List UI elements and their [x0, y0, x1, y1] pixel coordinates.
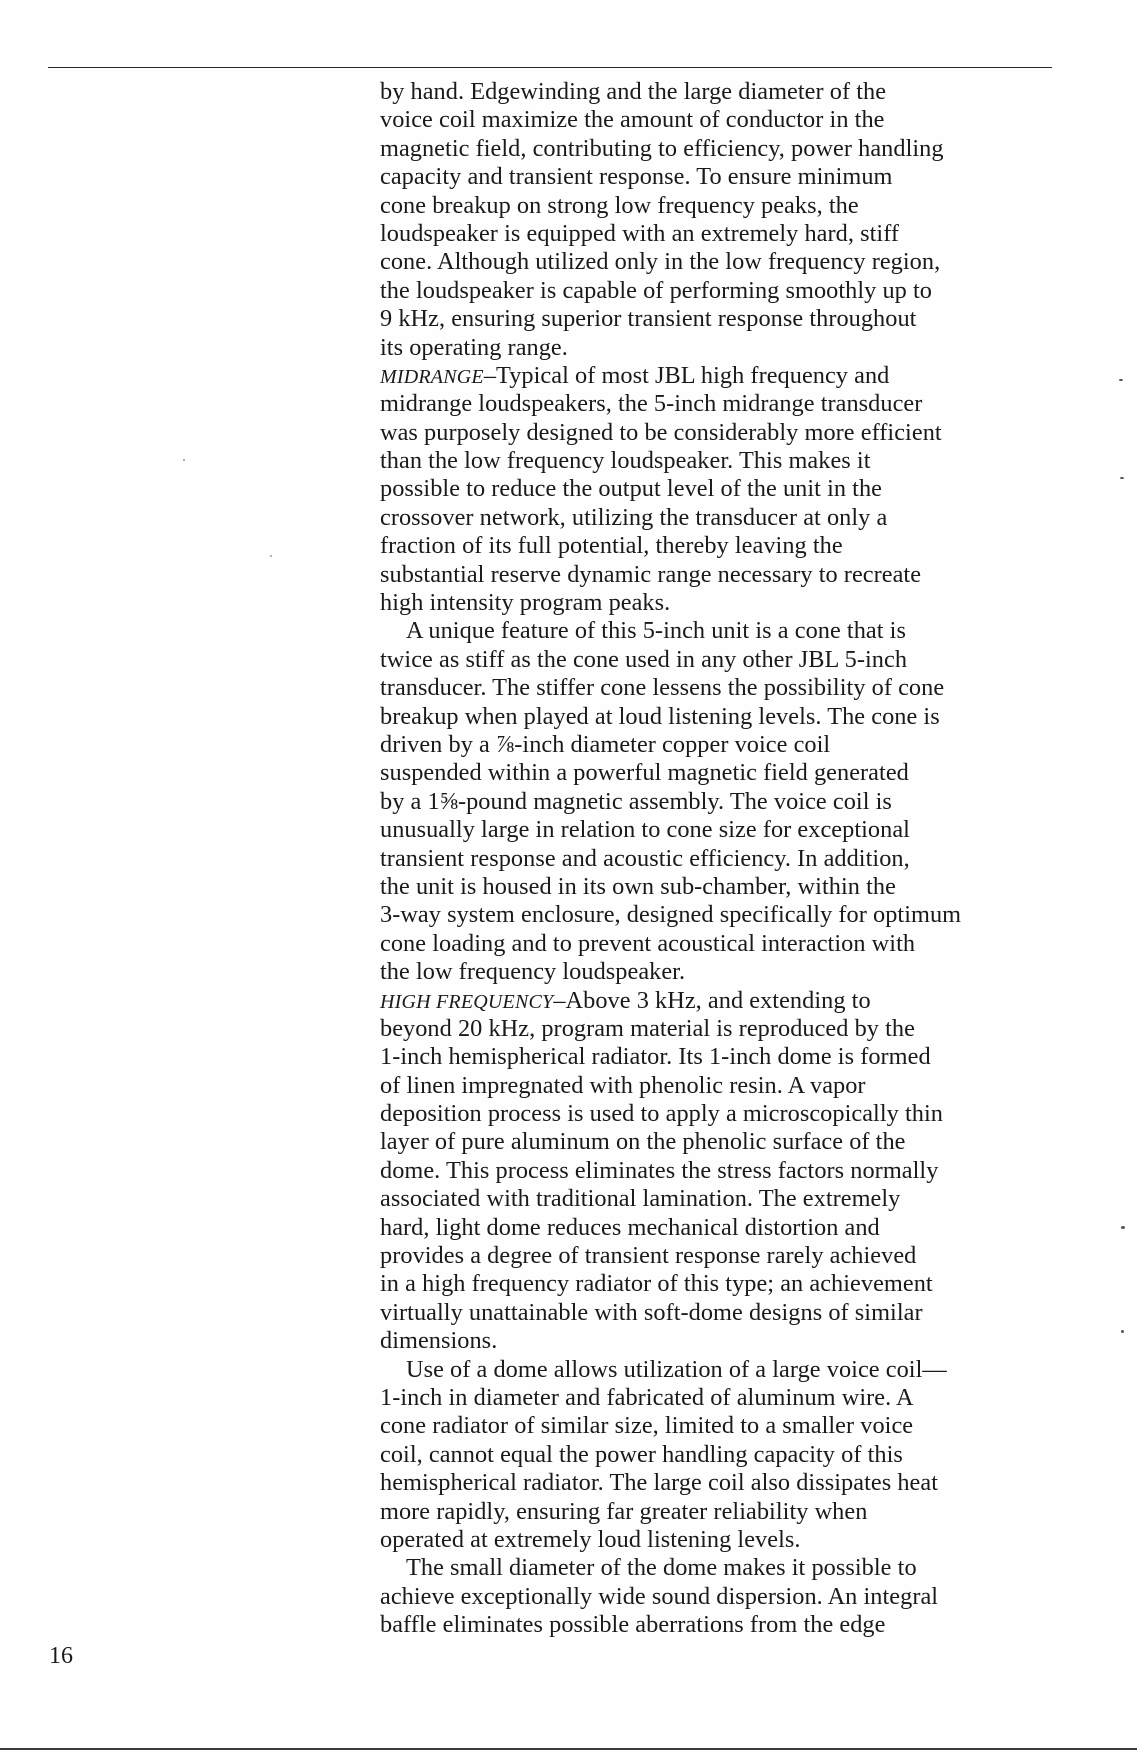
text-line	[380, 646, 1070, 674]
line-text: cone radiator of similar size, limited to a smaller voice	[380, 1412, 914, 1440]
text-line	[380, 930, 1070, 958]
text-line	[380, 617, 1070, 645]
text-line	[380, 220, 1070, 248]
line-text: transducer. The stiffer cone lessens the possibility of cone	[380, 674, 945, 702]
line-text: the loudspeaker is capable of performing smoothly up to	[380, 276, 932, 304]
line-text: 1-inch in diameter and fabricated of aluminum wire. A	[380, 1383, 914, 1411]
text-line	[380, 958, 1070, 986]
text-line	[380, 362, 1070, 390]
scan-speck	[1120, 477, 1124, 479]
line-text: cone loading and to prevent acoustical interaction with	[380, 929, 916, 957]
text-line	[380, 390, 1070, 418]
run-in-heading: HIGH FREQUENCY	[380, 990, 554, 1013]
text-line	[380, 561, 1070, 589]
scan-speck	[1121, 1226, 1125, 1229]
text-line	[380, 1356, 1070, 1384]
line-text: the unit is housed in its own sub-chamber, within the	[380, 872, 896, 900]
line-text: cone breakup on strong low frequency peaks, the	[380, 191, 859, 219]
line-text: virtually unattainable with soft-dome designs of similar	[380, 1298, 923, 1326]
line-text: more rapidly, ensuring far greater reliability when	[380, 1497, 868, 1525]
top-rule	[48, 67, 1052, 68]
text-line	[380, 1299, 1070, 1327]
line-text: associated with traditional lamination. The extremely	[380, 1185, 901, 1213]
text-line	[380, 1526, 1070, 1554]
line-text: of linen impregnated with phenolic resin. A vapor	[380, 1071, 866, 1099]
scan-speck	[1121, 1330, 1124, 1333]
text-line	[380, 419, 1070, 447]
line-text: hemispherical radiator. The large coil also dissipates heat	[380, 1469, 939, 1497]
line-text: voice coil maximize the amount of conductor in the	[380, 106, 885, 134]
scan-speck	[183, 459, 185, 461]
line-text: fraction of its full potential, thereby leaving the	[380, 532, 843, 560]
text-line	[380, 192, 1070, 220]
text-line	[380, 1100, 1070, 1128]
text-line	[380, 901, 1070, 929]
scan-speck	[270, 555, 272, 557]
text-line	[380, 1072, 1070, 1100]
line-text: than the low frequency loudspeaker. This makes it	[380, 447, 871, 475]
line-text: was purposely designed to be considerably more efficient	[380, 418, 942, 446]
text-line	[380, 135, 1070, 163]
line-text: deposition process is used to apply a microscopically thin	[380, 1100, 943, 1128]
line-text: coil, cannot equal the power handling capacity of this	[380, 1440, 903, 1468]
line-text: driven by a ⅞-inch diameter copper voice coil	[380, 730, 831, 758]
line-text: 9 kHz, ensuring superior transient response throughout	[380, 305, 917, 333]
line-text: cone. Although utilized only in the low frequency region,	[380, 248, 941, 276]
text-line	[380, 1214, 1070, 1242]
line-text: beyond 20 kHz, program material is reproduced by the	[380, 1014, 915, 1042]
text-line	[380, 1412, 1070, 1440]
text-line	[380, 504, 1070, 532]
text-line	[380, 305, 1070, 333]
line-text: unusually large in relation to cone size for exceptional	[380, 816, 910, 844]
line-text: crossover network, utilizing the transducer at only a	[380, 503, 888, 531]
text-line	[380, 1242, 1070, 1270]
text-line	[380, 674, 1070, 702]
text-line	[380, 1469, 1070, 1497]
line-text: –Typical of most JBL high frequency and	[483, 361, 890, 389]
text-line	[380, 1185, 1070, 1213]
text-line	[380, 1498, 1070, 1526]
line-text: midrange loudspeakers, the 5-inch midrange transducer	[380, 390, 923, 418]
text-line	[380, 1128, 1070, 1156]
line-text: transient response and acoustic efficiency. In addition,	[380, 844, 910, 872]
text-line	[380, 845, 1070, 873]
text-line	[380, 447, 1070, 475]
line-text: high intensity program peaks.	[380, 589, 671, 617]
text-line	[380, 1043, 1070, 1071]
line-text: dimensions.	[380, 1327, 498, 1355]
text-line	[380, 1554, 1070, 1582]
line-text: Use of a dome allows utilization of a large voice coil—	[406, 1355, 947, 1383]
line-text: its operating range.	[380, 333, 568, 361]
line-text: The small diameter of the dome makes it possible to	[406, 1554, 917, 1582]
line-text: loudspeaker is equipped with an extremely hard, stiff	[380, 219, 900, 247]
text-line	[380, 759, 1070, 787]
text-line	[380, 334, 1070, 362]
line-text: magnetic field, contributing to efficiency, power handling	[380, 134, 944, 162]
text-line	[380, 1611, 1070, 1639]
text-column	[380, 78, 1070, 1639]
text-line	[380, 1015, 1070, 1043]
line-text: –Above 3 kHz, and extending to	[553, 986, 871, 1014]
text-line	[380, 1270, 1070, 1298]
line-text: by a 1⅝-pound magnetic assembly. The voice coil is	[380, 787, 892, 815]
text-line	[380, 78, 1070, 106]
text-line	[380, 987, 1070, 1015]
line-text: dome. This process eliminates the stress factors normally	[380, 1156, 939, 1184]
line-text: by hand. Edgewinding and the large diameter of the	[380, 78, 887, 105]
text-line	[380, 816, 1070, 844]
line-text: twice as stiff as the cone used in any other JBL 5-inch	[380, 645, 908, 673]
line-text: achieve exceptionally wide sound dispersion. An integral	[380, 1582, 939, 1610]
line-text: layer of pure aluminum on the phenolic surface of the	[380, 1128, 906, 1156]
text-line	[380, 277, 1070, 305]
text-line	[380, 532, 1070, 560]
text-line	[380, 475, 1070, 503]
line-text: capacity and transient response. To ensure minimum	[380, 163, 893, 191]
text-line	[380, 248, 1070, 276]
text-line	[380, 163, 1070, 191]
line-text: A unique feature of this 5-inch unit is a cone that is	[406, 617, 906, 645]
line-text: in a high frequency radiator of this type; an achievement	[380, 1270, 933, 1298]
scan-speck	[1119, 379, 1123, 381]
line-text: suspended within a powerful magnetic field generated	[380, 759, 909, 787]
line-text: provides a degree of transient response rarely achieved	[380, 1242, 917, 1270]
text-line	[380, 589, 1070, 617]
text-line	[380, 873, 1070, 901]
text-line	[380, 788, 1070, 816]
text-line	[380, 1441, 1070, 1469]
bottom-rule	[0, 1748, 1137, 1750]
text-line	[380, 106, 1070, 134]
line-text: the low frequency loudspeaker.	[380, 958, 686, 986]
line-text: substantial reserve dynamic range necessary to recreate	[380, 560, 922, 588]
text-line	[380, 703, 1070, 731]
line-text: operated at extremely loud listening levels.	[380, 1525, 801, 1553]
text-line	[380, 1583, 1070, 1611]
text-line	[380, 731, 1070, 759]
text-line	[380, 1327, 1070, 1355]
line-text: possible to reduce the output level of the unit in the	[380, 475, 883, 503]
run-in-heading: MIDRANGE	[380, 365, 484, 388]
line-text: hard, light dome reduces mechanical distortion and	[380, 1213, 880, 1241]
line-text: 1-inch hemispherical radiator. Its 1-inch dome is formed	[380, 1043, 931, 1071]
line-text: baffle eliminates possible aberrations from the edge	[380, 1611, 886, 1639]
line-text: breakup when played at loud listening levels. The cone is	[380, 702, 940, 730]
line-text: 3-way system enclosure, designed specifically for optimum	[380, 901, 962, 929]
page-number: 16	[49, 1643, 73, 1669]
text-line	[380, 1384, 1070, 1412]
text-line	[380, 1157, 1070, 1185]
